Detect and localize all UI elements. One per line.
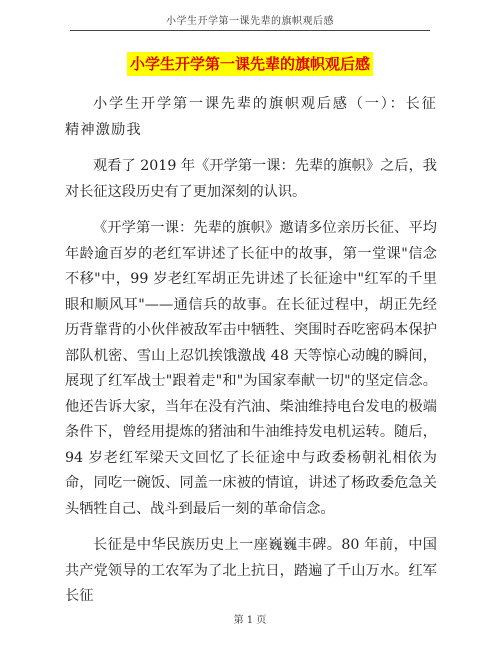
paragraph-long-march: 长征是中华民族历史上一座巍巍丰碑。80 年前，中国共产党领导的工农军为了北上抗日，踏遍了千山万水。红军长征 <box>65 537 437 604</box>
page-number: 第 1 页 <box>233 615 267 626</box>
paragraph-story: 《开学第一课：先辈的旗帜》邀请多位亲历长征、平均年龄逾百岁的老红军讲述了长征中的故事，第一堂课"信念不移"中，99 岁老红军胡正先讲述了长征途中"红军的千里眼和顺风耳"——通信兵的故事。在长征过程中，胡正先经历背靠背的小伙伴被敌军击中牺牲、突围时吞吃密码本保护部队机密、雪山上忍饥挨饿激战 48 天等惊心动魄的瞬间，展现了红军战士"跟着走"和"为国家奉献一切"的坚定信念。他还告诉大家，当年在没有汽油、柴油维持电台发电的极端条件下，曾经用提炼的猪油和牛油维持发电机运转。随后，94 岁老红军梁天文回忆了长征途中与政委杨朝礼相依为命，同吃一碗饭、同盖一床被的情谊，讲述了杨政委危急关头牺牲自己、战斗到最后一刻的革命信念。 <box>65 220 437 517</box>
title-block <box>0 52 500 76</box>
section-subtitle: 小学生开学第一课先辈的旗帜观后感（一）：长征精神激励我 <box>65 96 437 138</box>
paragraph-intro: 观看了 2019 年《开学第一课：先辈的旗帜》之后，我对长征这段历史有了更加深刻的认识。 <box>65 158 437 200</box>
header-divider <box>70 30 430 31</box>
running-header: 小学生开学第一课先辈的旗帜观后感 <box>166 16 334 27</box>
document-body <box>65 92 437 621</box>
document-title: 小学生开学第一课先辈的旗帜观后感 <box>127 52 373 76</box>
